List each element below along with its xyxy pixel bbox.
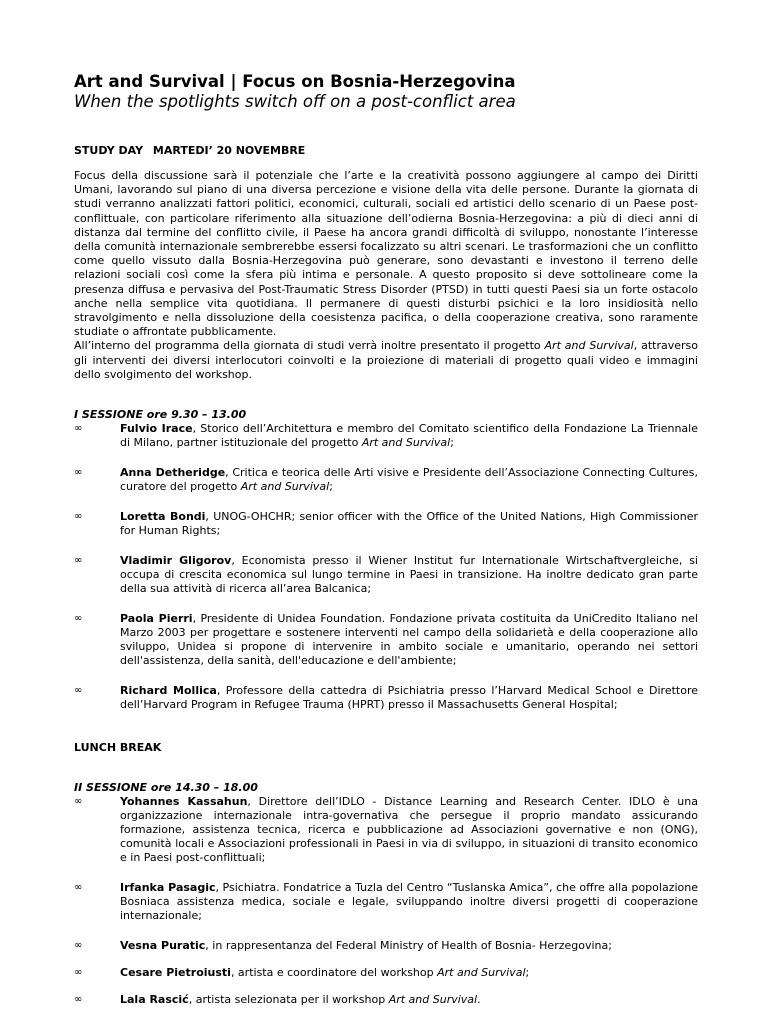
speaker-name: Vladimir Gligorov — [120, 554, 232, 568]
intro-p2-project: Art and Survival — [544, 339, 634, 353]
speaker-name: Lala Rascić — [120, 993, 189, 1007]
speaker-description: , Professore della cattedra di Psichiatria presso l’Harvard Medical School e Direttore dell’Harvard Program in Refugee Trauma (HPRT) presso il Massachusetts General Hospital; — [120, 684, 698, 712]
bullet-icon: ∞ — [74, 882, 83, 894]
document-title: Art and Survival | Focus on Bosnia-Herzegovina — [74, 72, 516, 91]
speaker-description: , artista e coordinatore del workshop — [230, 966, 438, 980]
bullet-icon: ∞ — [74, 511, 83, 523]
speaker-description: , Critica e teorica delle Arti visive e Presidente dell’Associazione Connecting Cultures, curatore del progetto — [120, 466, 698, 494]
document-subtitle: When the spotlights switch off on a post-conflict area — [74, 92, 516, 111]
speaker-item — [74, 795, 698, 865]
study-day-date: MARTEDI’ 20 NOVEMBRE — [152, 144, 306, 157]
speaker-item — [74, 554, 698, 596]
speaker-item — [74, 422, 698, 450]
speaker-item — [74, 881, 698, 923]
speaker-project: Art and Survival — [437, 966, 526, 980]
speaker-name: Cesare Pietroiusti — [120, 966, 231, 980]
speaker-description: , UNOG-OHCHR; senior officer with the Office of the United Nations, High Commissioner for Human Rights; — [120, 510, 698, 538]
lunch-break: LUNCH BREAK — [74, 741, 162, 755]
bullet-icon: ∞ — [74, 967, 83, 979]
speaker-item — [74, 612, 698, 668]
intro-paragraph-1: Focus della discussione sarà il potenziale che l’arte e la creatività possono aggiungere al campo dei Diritti Umani, lavorando sul piano di una diversa percezione e visione della vita delle persone. Durante la giornata di studi verranno analizzati fattori politici, economici, culturali, sociali ed artistici dello scenario di un Paese post-conflittuale, con particolare riferimento alla situazione dell’odierna Bosnia-Herzegovina: a più di dieci anni di distanza dal termine del conflitto civile, il Paese ha ancora grandi difficoltà di sviluppo, nonostante l’interesse della comunità internazionale sembrerebbe essersi focalizzato su altri scenari. Le trasformazioni che un conflitto come quello vissuto dalla Bosnia-Herzegovina può generare, sono devastanti e investono il terreno delle relazioni sociali così come la sfera più intima e personale. A questo proposito si deve sottolineare come la presenza diffusa e pervasiva del Post-Traumatic Stress Disorder (PTSD) in tutti questi Paesi sia un forte ostacolo anche nella semplice vita quotidiana. Il permanere di questi disturbi psichici e la loro insidiosità nello stravolgimento e nella dissoluzione della coesistenza pacifica, o della cooperazione creativa, sono raramente studiate o affrontate pubblicamente. — [74, 169, 698, 339]
speaker-name: Yohannes Kassahun — [120, 795, 248, 809]
session-2-speakers — [74, 795, 698, 1007]
bullet-icon: ∞ — [74, 613, 83, 625]
speaker-description: , artista selezionata per il workshop — [188, 993, 389, 1007]
speaker-description: , Direttore dell’IDLO - Distance Learning and Research Center. IDLO è una organizzazione internazionale intra-governativa che persegue il proprio mandato assicurando formazione, assistenza tecnica, ricerca e pubblicazione ad Associazioni governative e non (ONG), comunità locali e Associazioni professionali in Paesi in via di sviluppo, in situazioni di transito economico e in Paesi post-conflittuali; — [120, 795, 698, 865]
speaker-name: Loretta Bondi — [120, 510, 206, 524]
intro-text — [74, 169, 698, 382]
speaker-name: Paola Pierri — [120, 612, 193, 626]
speaker-description: , in rappresentanza del Federal Ministry of Health of Bosnia- Herzegovina; — [205, 939, 612, 953]
bullet-icon: ∞ — [74, 423, 83, 435]
speaker-description: , Economista presso il Wiener Institut fur Internationale Wirtschaftvergleiche, si occupa di crescita economica sul lungo termine in Paesi in transizione. Ha inoltre dedicato gran parte della sua attività di ricerca all’area Balcanica; — [120, 554, 698, 596]
intro-paragraph-2 — [74, 339, 698, 382]
session-1-speakers — [74, 422, 698, 712]
speaker-item — [74, 466, 698, 494]
speaker-project: Art and Survival — [388, 993, 478, 1007]
study-day-label: STUDY DAY — [74, 144, 144, 157]
speaker-project: Art and Survival — [361, 436, 451, 450]
speaker-item — [74, 966, 698, 980]
speaker-name: Anna Detheridge — [120, 466, 226, 480]
bullet-icon: ∞ — [74, 467, 83, 479]
bullet-icon: ∞ — [74, 796, 83, 808]
study-day-line — [74, 144, 698, 158]
speaker-name: Richard Mollica — [120, 684, 217, 698]
speaker-tail: ; — [525, 966, 530, 980]
bullet-icon: ∞ — [74, 940, 83, 952]
speaker-name: Vesna Puratic — [120, 939, 206, 953]
intro-p2-text: All’interno del programma della giornata di studi verrà inoltre presentato il progetto — [74, 339, 545, 353]
speaker-tail: ; — [329, 480, 333, 494]
speaker-item — [74, 684, 698, 712]
speaker-description: , Storico dell’Architettura e membro del Comitato scientifico della Fondazione La Triennale di Milano, partner istituzionale del progetto — [120, 422, 698, 450]
speaker-item — [74, 939, 698, 953]
speaker-name: Fulvio Irace — [120, 422, 193, 436]
speaker-item — [74, 510, 698, 538]
speaker-tail: . — [477, 993, 481, 1007]
session-2-title: II SESSIONE ore 14.30 – 18.00 — [74, 781, 258, 795]
speaker-item — [74, 993, 698, 1007]
speaker-name: Irfanka Pasagic — [120, 881, 216, 895]
document-page — [74, 72, 698, 1023]
speaker-description: , Psichiatra. Fondatrice a Tuzla del Centro “Tuslanska Amica”, che offre alla popolazione Bosniaca assistenza medica, sociale e legale, sviluppando inoltre diversi progetti di cooperazione internazionale; — [120, 881, 698, 923]
bullet-icon: ∞ — [74, 555, 83, 567]
speaker-tail: ; — [450, 436, 454, 450]
bullet-icon: ∞ — [74, 994, 83, 1006]
intro-p2-tail: , attraverso gli interventi dei diversi interlocutori coinvolti e la proiezione di materiali di progetto quali video e immagini dello svolgimento del workshop. — [74, 339, 698, 381]
speaker-description: , Presidente di Unidea Foundation. Fondazione privata costituita da UniCredito Italiano nel Marzo 2003 per progettare e sostenere interventi nel campo della solidarietà e della cooperazione allo sviluppo, Unidea si propone di intervenire in ambito sociale e umanitario, operando nei settori dell'assistenza, della sanità, dell'educazione e dell'ambiente; — [120, 612, 698, 668]
bullet-icon: ∞ — [74, 685, 83, 697]
session-1-title: I SESSIONE ore 9.30 – 13.00 — [74, 408, 247, 422]
speaker-project: Art and Survival — [240, 480, 330, 494]
